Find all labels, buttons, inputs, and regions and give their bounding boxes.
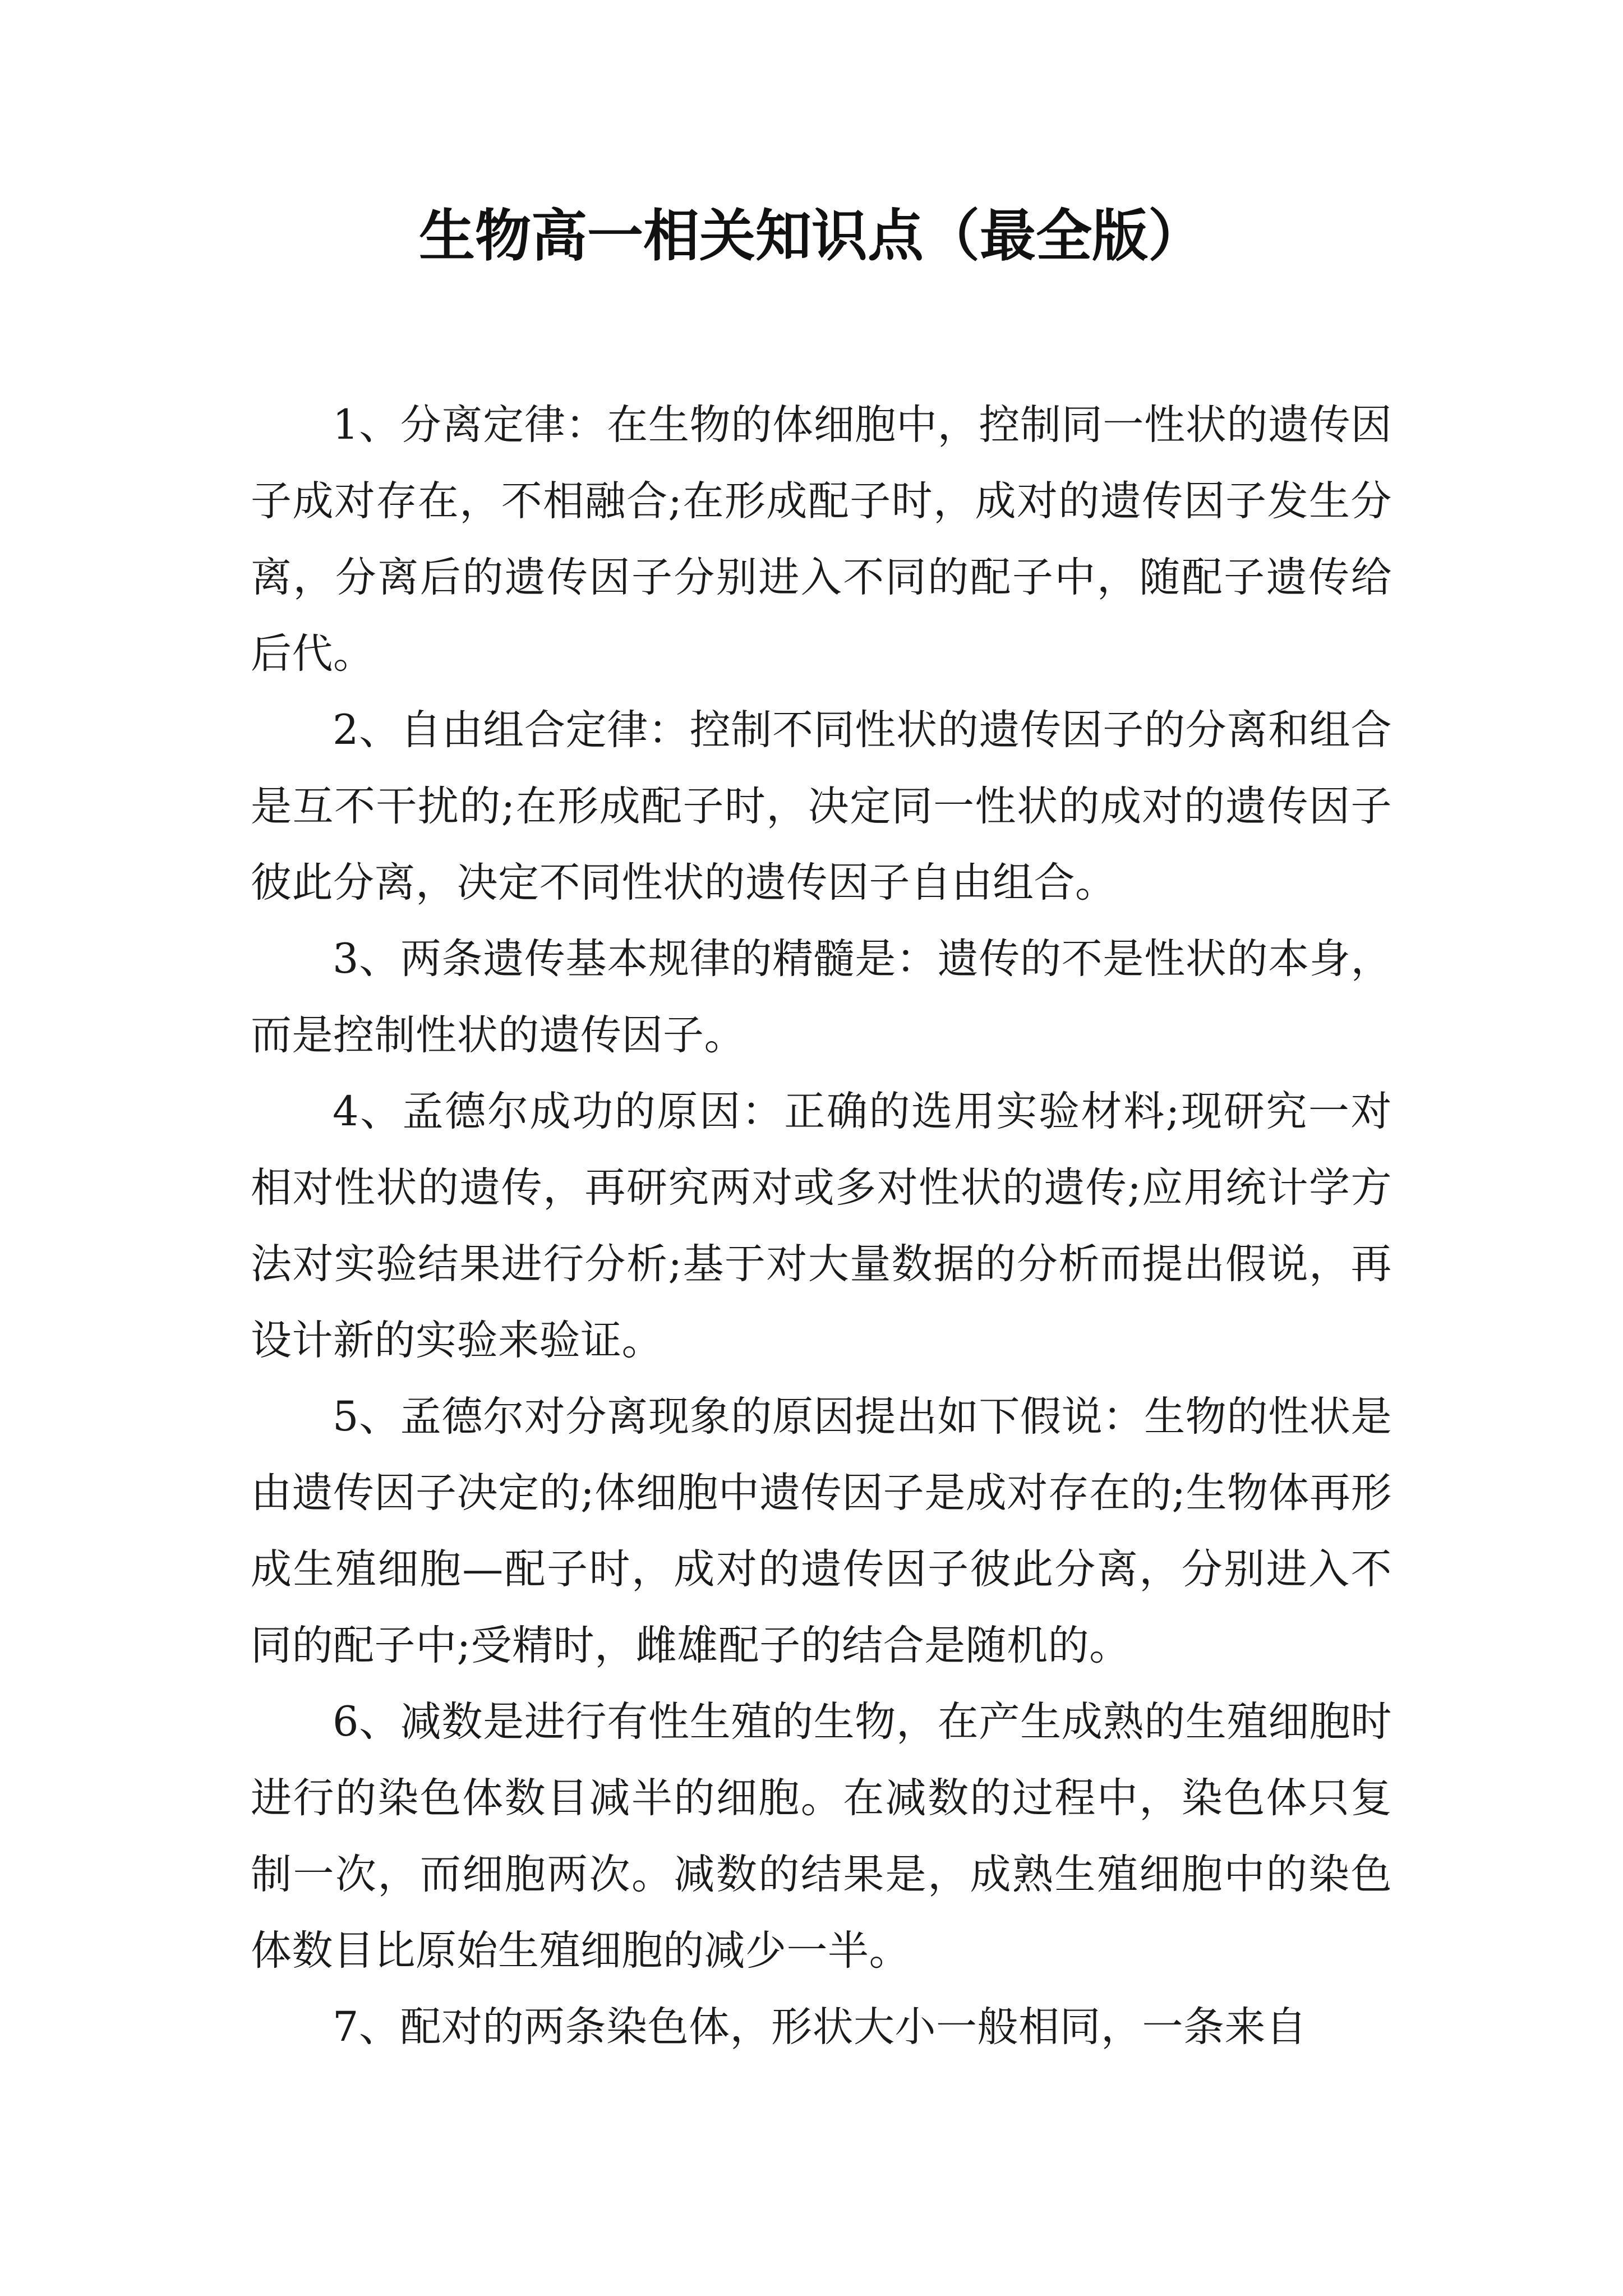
document-body xyxy=(251,387,1392,2065)
paragraph-1: 1、分离定律：在生物的体细胞中，控制同一性状的遗传因子成对存在，不相融合;在形成配子时，成对的遗传因子发生分离，分离后的遗传因子分别进入不同的配子中，随配子遗传给后代。 xyxy=(251,401,1392,678)
paragraph-2: 2、自由组合定律：控制不同性状的遗传因子的分离和组合是互不干扰的;在形成配子时，决定同一性状的成对的遗传因子彼此分离，决定不同性状的遗传因子自由组合。 xyxy=(251,706,1392,907)
paragraph-7: 7、配对的两条染色体，形状大小一般相同，一条来自 xyxy=(333,2003,1307,2051)
paragraph-3: 3、两条遗传基本规律的精髓是：遗传的不是性状的本身，而是控制性状的遗传因子。 xyxy=(251,935,1392,1059)
document-title: 生物高一相关知识点（最全版） xyxy=(419,203,1204,269)
paragraph-6: 6、减数是进行有性生殖的生物，在产生成熟的生殖细胞时进行的染色体数目减半的细胞。在减数的过程中，染色体只复制一次，而细胞两次。减数的结果是，成熟生殖细胞中的染色体数目比原始生殖细胞的减少一半。 xyxy=(251,1698,1392,1975)
paragraph-4: 4、孟德尔成功的原因：正确的选用实验材料;现研究一对相对性状的遗传，再研究两对或多对性状的遗传;应用统计学方法对实验结果进行分析;基于对大量数据的分析而提出假说，再设计新的实验来验证。 xyxy=(251,1088,1392,1364)
paragraph-5: 5、孟德尔对分离现象的原因提出如下假说：生物的性状是由遗传因子决定的;体细胞中遗传因子是成对存在的;生物体再形成生殖细胞—配子时，成对的遗传因子彼此分离，分别进入不同的配子中;受精时，雌雄配子的结合是随机的。 xyxy=(251,1393,1392,1669)
